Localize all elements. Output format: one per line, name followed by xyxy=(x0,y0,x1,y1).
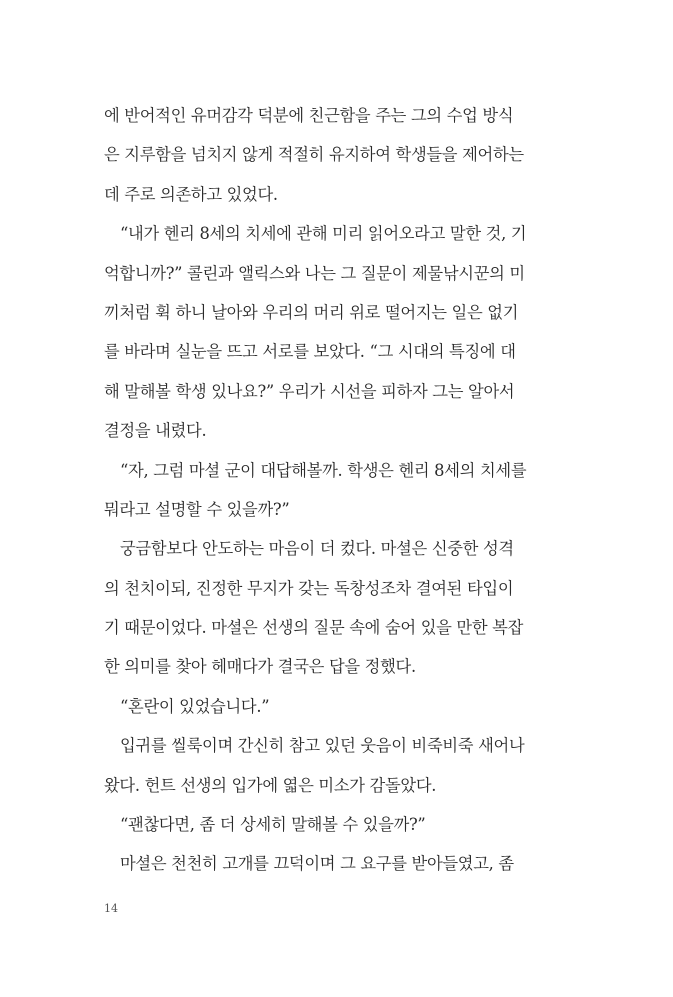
page-number: 14 xyxy=(104,902,118,915)
text-line: 뭐라고 설명할 수 있을까?” xyxy=(104,499,290,519)
text-line: 의 천치이되, 진정한 무지가 갖는 독창성조차 결여된 타입이 xyxy=(104,578,514,598)
text-line: 데 주로 의존하고 있었다. xyxy=(104,184,278,204)
text-line: 은 지루함을 넘치지 않게 적절히 유지하여 학생들을 제어하는 xyxy=(104,145,524,165)
text-line: 왔다. 헌트 선생의 입가에 엷은 미소가 감돌았다. xyxy=(104,775,437,795)
text-line: 해 말해볼 학생 있나요?” 우리가 시선을 피하자 그는 알아서 xyxy=(104,381,515,401)
text-line: “자, 그럼 마셜 군이 대답해볼까. 학생은 헨리 8세의 치세를 xyxy=(120,460,527,480)
text-line: 끼처럼 휙 하니 날아와 우리의 머리 위로 떨어지는 일은 없기 xyxy=(104,302,519,322)
text-line: “괜찮다면, 좀 더 상세히 말해볼 수 있을까?” xyxy=(120,815,426,835)
text-line: 결정을 내렸다. xyxy=(104,421,207,441)
text-line: 기 때문이었다. 마셜은 선생의 질문 속에 숨어 있을 만한 복잡 xyxy=(104,618,524,638)
text-line: 궁금함보다 안도하는 마음이 더 컸다. 마셜은 신중한 성격 xyxy=(120,539,514,559)
text-line: 에 반어적인 유머감각 덕분에 친근함을 주는 그의 수업 방식 xyxy=(104,106,514,125)
text-line: 를 바라며 실눈을 뜨고 서로를 보았다. “그 시대의 특징에 대 xyxy=(104,342,516,362)
text-line: 입귀를 씰룩이며 간신히 참고 있던 웃음이 비죽비죽 새어나 xyxy=(120,736,525,756)
text-line: 한 의미를 찾아 헤매다가 결국은 답을 정했다. xyxy=(104,657,416,677)
text-line: 억합니까?” 콜린과 앨릭스와 나는 그 질문이 제물낚시꾼의 미 xyxy=(104,263,525,283)
text-line: “혼란이 있었습니다.” xyxy=(120,696,270,716)
text-line: “내가 헨리 8세의 치세에 관해 미리 읽어오라고 말한 것, 기 xyxy=(120,224,527,244)
text-line: 마셜은 천천히 고개를 끄덕이며 그 요구를 받아들였고, 좀 xyxy=(120,854,514,874)
body-text xyxy=(104,96,570,884)
